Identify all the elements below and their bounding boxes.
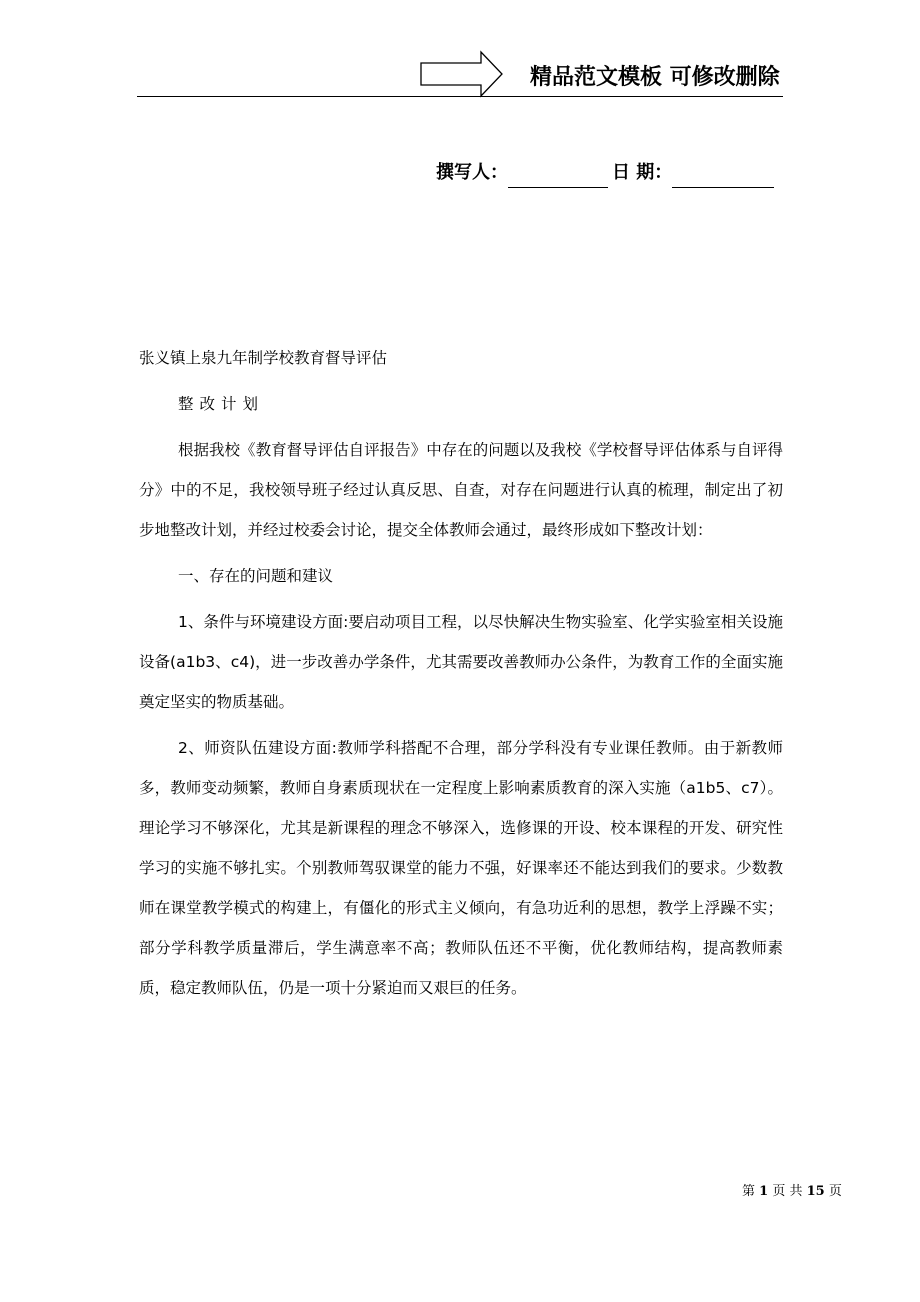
total-pages: 15 bbox=[806, 1184, 825, 1199]
header-title: 精品范文模板 可修改删除 bbox=[530, 65, 780, 90]
school-title: 张义镇上泉九年制学校教育督导评估 bbox=[139, 349, 388, 367]
author-label: 撰写人： bbox=[436, 162, 508, 183]
date-blank bbox=[672, 165, 774, 188]
section-heading: 一、存在的问题和建议 bbox=[178, 567, 334, 585]
date-label: 日 期： bbox=[612, 162, 673, 183]
document-body bbox=[139, 338, 783, 1014]
author-blank bbox=[508, 165, 608, 188]
intro-paragraph: 根据我校《教育督导评估自评报告》中存在的问题以及我校《学校督导评估体系与自评得分》中的不足，我校领导班子经过认真反思、自查，对存在问题进行认真的梳理，制定出了初步地整改计划，并经过校委会讨论，提交全体教师会通过，最终形成如下整改计划： bbox=[139, 441, 783, 539]
paragraph-teachers: 2、师资队伍建设方面:教师学科搭配不合理，部分学科没有专业课任教师。由于新教师多，教师变动频繁，教师自身素质现状在一定程度上影响素质教育的深入实施（a1b5、c7）。理论学习不够深化，尤其是新课程的理念不够深入，选修课的开设、校本课程的开发、研究性学习的实施不够扎实。个别教师驾驭课堂的能力不强，好课率还不能达到我们的要求。少数教师在课堂教学模式的构建上，有僵化的形式主义倾向，有急功近利的思想，教学上浮躁不实；部分学科教学质量滞后，学生满意率不高；教师队伍还不平衡，优化教师结构，提高教师素质，稳定教师队伍，仍是一项十分紧迫而又艰巨的任务。 bbox=[139, 739, 783, 997]
plan-title: 整改计划 bbox=[178, 395, 265, 413]
current-page: 1 bbox=[759, 1184, 769, 1199]
paragraph-conditions: 1、条件与环境建设方面:要启动项目工程，以尽快解决生物实验室、化学实验室相关设施设备(a1b3、c4)，进一步改善办学条件，尤其需要改善教师办公条件，为教育工作的全面实施奠定坚实的物质基础。 bbox=[139, 613, 783, 711]
signature-line bbox=[436, 158, 782, 188]
page-footer: 第 1 页 共 15 页 bbox=[742, 1184, 842, 1199]
right-arrow-icon bbox=[420, 50, 504, 98]
header-divider bbox=[137, 96, 783, 97]
